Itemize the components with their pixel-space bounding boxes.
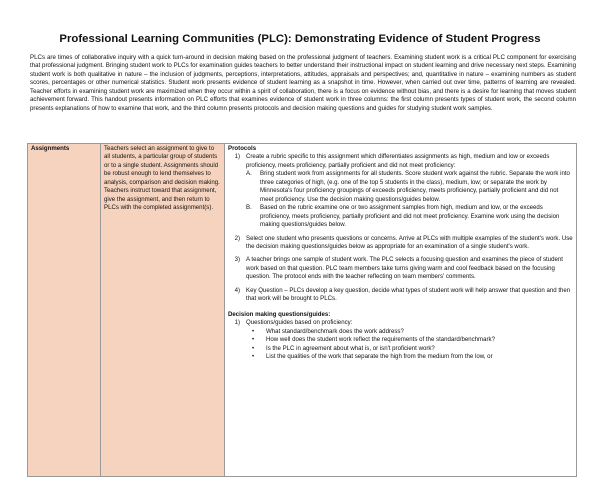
list-item <box>228 345 573 353</box>
list-number: 1) <box>234 319 240 327</box>
evidence-table <box>27 143 577 477</box>
list-letter: B. <box>246 204 252 212</box>
decision-item <box>228 319 573 327</box>
list-text: Bring student work from assignments for all students. Score student work against the rubric. Separate the work into three categories of high, (e.g. one of the top 5 students in the class), medium, low; or separate the work by Minnesota's four proficiency groupings of exceeds proficiency, meets proficiency, partially proficient and did not meet proficiency. Use the decision making questions/guides below. <box>260 170 570 203</box>
bullet-icon: • <box>252 352 255 360</box>
list-item <box>228 336 573 344</box>
list-item <box>228 328 573 336</box>
list-text: Create a rubric specific to this assignment which differentiates assignments as high, medium and low or exceeds proficiency, meets proficiency, partially proficient and did not meet proficiency: <box>246 153 550 169</box>
list-text: A teacher brings one sample of student work. The PLC selects a focusing question and examines the piece of student work based on that question. PLC team members take turns giving warm and cool feedback based on the focusing question. The protocol ends with the teacher reflecting on team members' comments. <box>246 256 563 281</box>
protocol-list <box>228 153 573 303</box>
list-number: 4) <box>234 286 240 294</box>
decision-bullet-list <box>228 328 573 362</box>
list-letter: A. <box>246 170 252 178</box>
protocol-item <box>228 235 573 252</box>
list-item <box>228 353 573 361</box>
list-text: List the qualities of the work that separate the high from the medium from the low, or <box>266 352 493 360</box>
page-title: Professional Learning Communities (PLC): Demonstrating Evidence of Student Progress <box>59 33 541 45</box>
list-text: Questions/guides based on proficiency: <box>246 319 353 327</box>
protocols-heading: Protocols <box>228 145 257 152</box>
protocol-subitem <box>228 170 573 204</box>
list-number: 3) <box>234 256 240 264</box>
student-work-type-cell: Assignments <box>28 144 101 477</box>
list-text: Key Question – PLCs develop a key question, decide what types of student work will help answer that question and then that work will be brought to PLCs. <box>246 286 571 303</box>
protocol-subitem <box>228 204 573 229</box>
list-text: Is the PLC in agreement about what is, or isn't proficient work? <box>266 344 435 352</box>
bullet-icon: • <box>252 327 255 335</box>
bullet-icon: • <box>252 344 255 352</box>
list-number: 2) <box>234 234 240 242</box>
list-text: Select one student who presents questions or concerns. Arrive at PLCs with multiple examples of the student's work. Use the decision making questions/guides below as appropriate for an examination of a single student's work. <box>246 234 573 250</box>
intro-paragraph: PLCs are times of collaborative inquiry with a quick turn-around in decision making based on the professional judgment of teachers. Examining student work is a critical PLC component for exercising that professional judgment. Bringing student work to PLCs for examination guides teachers to better understand their instructional impact on student learning and drive necessary next steps. Examining student work is both qualitative in nature – the inclusion of judgments, perceptions, interpretations, attitudes, appraisals and perspectives; and, quantitative in nature – examining numbers as student scores, percentages or other numerical statistics. Student work presents evidence of student learning as a snapshot in time. However, when carried out over time, patterns of learning are revealed. Teacher efforts in examining student work are maximized when they occur within a spirit of collaboration, there is a focus on evidence without bias, and there is a desire for learning that moves student achievement forward. This handout presents information on PLC efforts that examines evidence of student work in three columns: the first column presents types of student work, the second column presents explanations of how to examine that work, and the third column presents protocols and decision making questions and guides for studying student work samples. <box>30 54 576 112</box>
list-text: What standard/benchmark does the work address? <box>266 327 404 335</box>
decision-heading: Decision making questions/guides: <box>228 310 331 318</box>
list-text: How well does the student work reflect the requirements of the standard/benchmark? <box>266 336 495 344</box>
protocols-cell <box>225 144 577 477</box>
protocol-item <box>228 256 573 281</box>
table-row <box>28 144 577 477</box>
protocol-item <box>228 287 573 304</box>
list-text: Based on the rubric examine one or two assignment samples from high, medium and low, or the exceeds proficiency, meets proficiency, partially proficient and did not meet proficiency. Examine work using the decision making questions/guides below. <box>260 204 560 229</box>
bullet-icon: • <box>252 336 255 344</box>
list-number: 1) <box>234 153 240 161</box>
examination-explanation-cell: Teachers select an assignment to give to all students, a particular group of students or to a single student. Assignments should be robust enough to lend themselves to analysis, comparison and decision making. Teachers instruct toward that assignment, give the assignment, and then return to PLCs with the completed assignment(s). <box>101 144 225 477</box>
protocol-item <box>228 153 573 170</box>
